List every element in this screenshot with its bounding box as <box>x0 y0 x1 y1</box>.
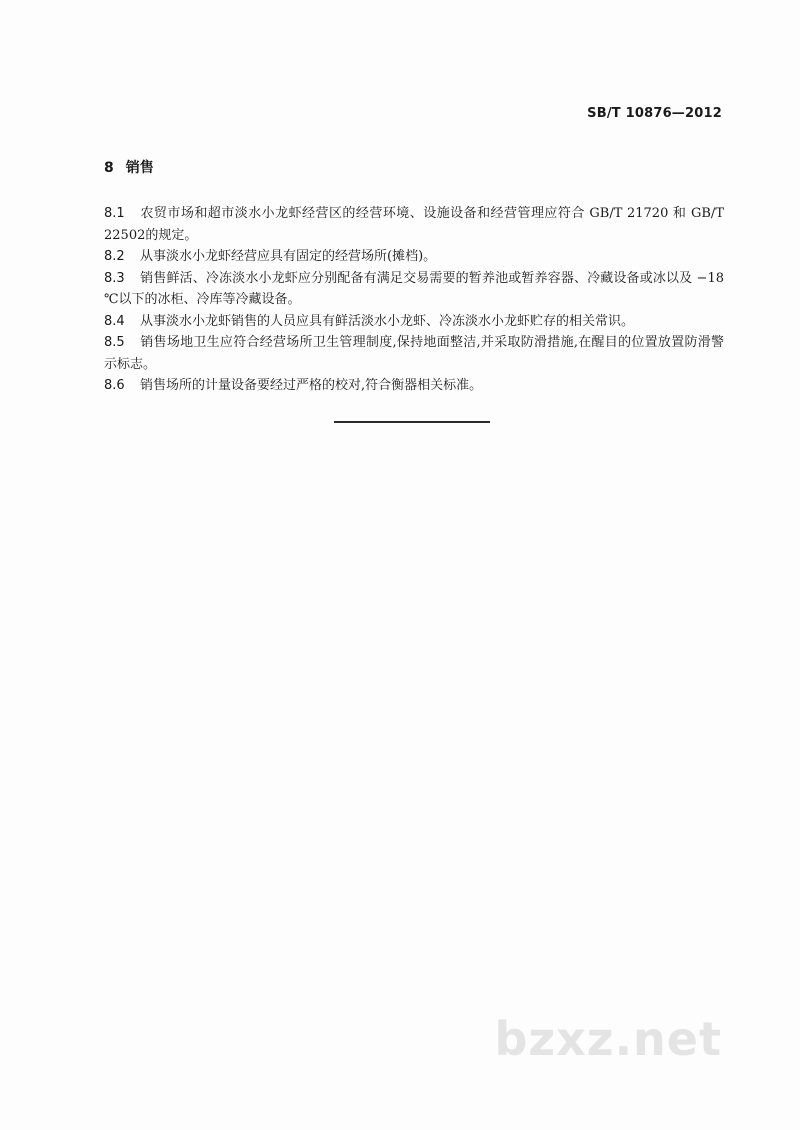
watermark: bzxz.net <box>494 1012 722 1066</box>
clause-8-1 <box>104 203 724 246</box>
clause-text: 从事淡水小龙虾销售的人员应具有鲜活淡水小龙虾、冷冻淡水小龙虾贮存的相关常识。 <box>140 313 635 329</box>
clause-8-6 <box>104 375 724 397</box>
clause-8-5 <box>104 332 724 375</box>
document-code: SB/T 10876—2012 <box>587 106 722 121</box>
clause-list <box>104 203 724 397</box>
clause-number: 8.2 <box>104 249 125 264</box>
section-title: 销售 <box>125 160 154 176</box>
clause-text: 从事淡水小龙虾经营应具有固定的经营场所(摊档)。 <box>140 249 437 264</box>
clause-text: 销售场地卫生应符合经营场所卫生管理制度,保持地面整洁,并采取防滑措施,在醒目的位置放置防滑警示标志。 <box>104 335 724 372</box>
section-heading <box>104 157 154 177</box>
section-number: 8 <box>104 160 114 176</box>
clause-8-4 <box>104 311 724 333</box>
clause-number: 8.5 <box>104 335 125 350</box>
end-of-document-rule <box>334 421 490 423</box>
clause-number: 8.6 <box>104 378 125 393</box>
clause-number: 8.4 <box>104 313 125 329</box>
clause-8-3 <box>104 268 724 311</box>
clause-8-2 <box>104 246 724 268</box>
clause-number: 8.1 <box>104 206 125 221</box>
clause-text: 销售鲜活、冷冻淡水小龙虾应分别配备有满足交易需要的暂养池或暂养容器、冷藏设备或冰以及 −18 ℃以下的冰柜、冷库等冷藏设备。 <box>104 270 724 307</box>
clause-text: 农贸市场和超市淡水小龙虾经营区的经营环境、设施设备和经营管理应符合 GB/T 21720 和 GB/T 22502的规定。 <box>104 206 724 243</box>
clause-number: 8.3 <box>104 270 125 286</box>
clause-text: 销售场所的计量设备要经过严格的校对,符合衡器相关标准。 <box>140 378 483 393</box>
